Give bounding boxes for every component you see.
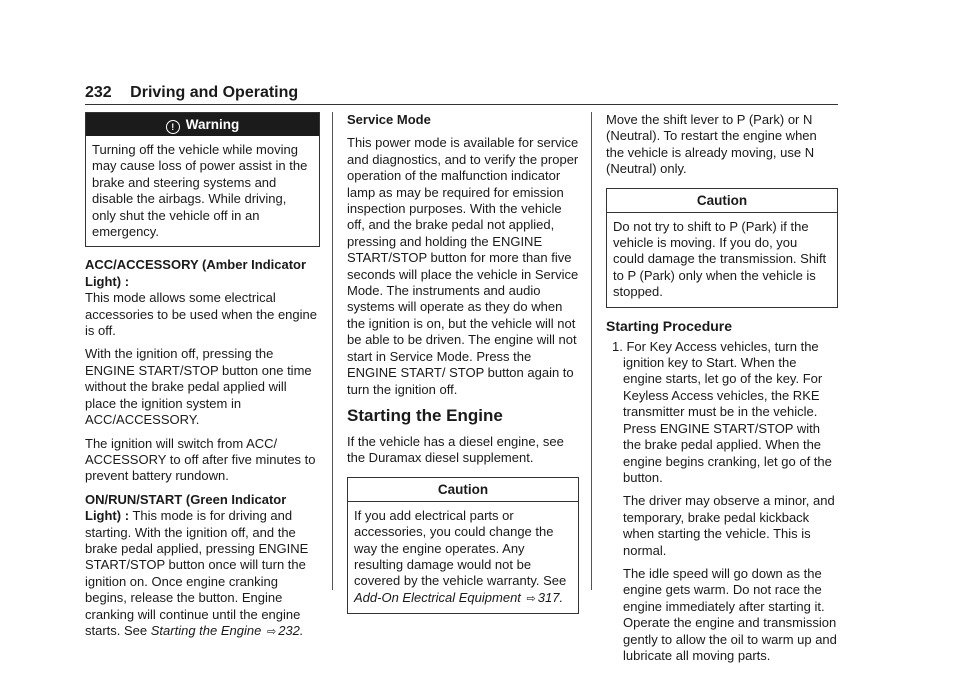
column-2: [347, 112, 579, 624]
xref-addon-electrical-link[interactable]: Add-On Electrical Equipment: [354, 589, 521, 605]
list-item: [606, 339, 838, 487]
service-mode-body: This power mode is available for service and diagnostics, and to verify the proper operation of the malfunction indicator lamp as may be required for emission inspection purposes. With the vehicle off, and the brake pedal not applied, pressing and holding the ENGINE START/STOP button for more than five seconds will place the vehicle in Service Mode. The instruments and audio systems will operate as they do when the ignition is on, but the vehicle will not be able to be driven. The engine will not start in Service Mode. Press the ENGINE START/ STOP button again to turn the ignition off.: [347, 135, 579, 397]
diesel-paragraph: If the vehicle has a diesel engine, see the Duramax diesel supplement.: [347, 433, 564, 466]
on-run-start-paragraph: [85, 492, 320, 641]
starting-engine-heading: Starting the Engine: [347, 405, 503, 425]
warning-box: [85, 112, 320, 247]
cross-reference-icon: ⇨: [526, 592, 536, 605]
caution-header: Caution: [348, 478, 578, 502]
step-note-idle: The idle speed will go down as the engine gets warm. Do not race the engine immediately after starting it. Operate the engine and transmission gently to allow the oil to warm up and lubricate all moving parts.: [623, 565, 837, 663]
caution-box-electrical: [347, 477, 579, 614]
paragraph-acc-timeout: The ignition will switch from ACC/ ACCESSORY to off after five minutes to prevent battery rundown.: [85, 435, 316, 484]
column-divider-2: [591, 112, 592, 590]
on-run-start-body: This mode is for driving and starting. With the ignition off, and the brake pedal applied, pressing ENGINE START/STOP button once will turn the ignition on. Once engine cranking begins, release the button. Engine cranking will continue until the engine starts. See: [85, 508, 309, 638]
acc-heading: ACC/ACCESSORY (Amber Indicator Light) :: [85, 257, 307, 289]
warning-title: Warning: [185, 117, 240, 132]
column-3: [606, 112, 838, 671]
xref-page: 317.: [537, 589, 564, 605]
acc-paragraph: [85, 257, 320, 339]
shift-lever-paragraph: Move the shift lever to P (Park) or N (Neutral). To restart the engine when the vehicle is already moving, use N (Neutral) only.: [606, 112, 817, 177]
step-number: 1.: [612, 338, 623, 354]
paragraph-ignition-acc: With the ignition off, pressing the ENGINE START/STOP button one time without the brake pedal applied will place the ignition system in ACC/ACCESSORY.: [85, 346, 312, 428]
caution-text: If you add electrical parts or accessories, you could change the way the engine operates. Any resulting damage would not be covered by the vehicle warranty. See: [354, 507, 567, 589]
starting-procedure-heading: Starting Procedure: [606, 317, 733, 334]
column-divider-1: [332, 112, 333, 590]
caution-body: Do not try to shift to P (Park) if the vehicle is moving. If you do, you could damage the transmission. Shift to P (Park) only when the vehicle is stopped.: [613, 218, 827, 300]
step-text: For Key Access vehicles, turn the ignition key to Start. When the engine starts, let go of the key. For Keyless Access vehicles, the RKE transmitter must be in the vehicle. Press ENGINE START/STOP with the brake pedal applied. When the engine begins cranking, let go of the button.: [623, 338, 832, 485]
page-number: 232: [85, 84, 112, 101]
page-header: [85, 84, 838, 105]
xref-page: 232.: [278, 622, 304, 638]
caution-box-shift: [606, 188, 838, 308]
on-run-start-heading: ON/RUN/START (Green Indicator Light) :: [85, 491, 287, 524]
section-title: Driving and Operating: [130, 84, 299, 101]
warning-header: [86, 113, 319, 136]
step-note-kickback: The driver may observe a minor, and temporary, brake pedal kickback when starting the vehicle. This is normal.: [623, 493, 835, 558]
column-1: [85, 112, 320, 647]
xref-starting-engine-link[interactable]: Starting the Engine: [150, 622, 262, 638]
warning-body: Turning off the vehicle while moving may cause loss of power assist in the brake and steering systems and disable the airbags. While driving, only shut the vehicle off in an emergency.: [92, 142, 308, 240]
caution-header: Caution: [607, 189, 837, 213]
acc-body: This mode allows some electrical accessories to be used when the engine is off.: [85, 290, 317, 339]
warning-icon: !: [166, 120, 180, 134]
caution-body: [348, 502, 578, 613]
service-mode-heading: Service Mode: [347, 112, 431, 127]
cross-reference-icon: ⇨: [266, 625, 277, 638]
